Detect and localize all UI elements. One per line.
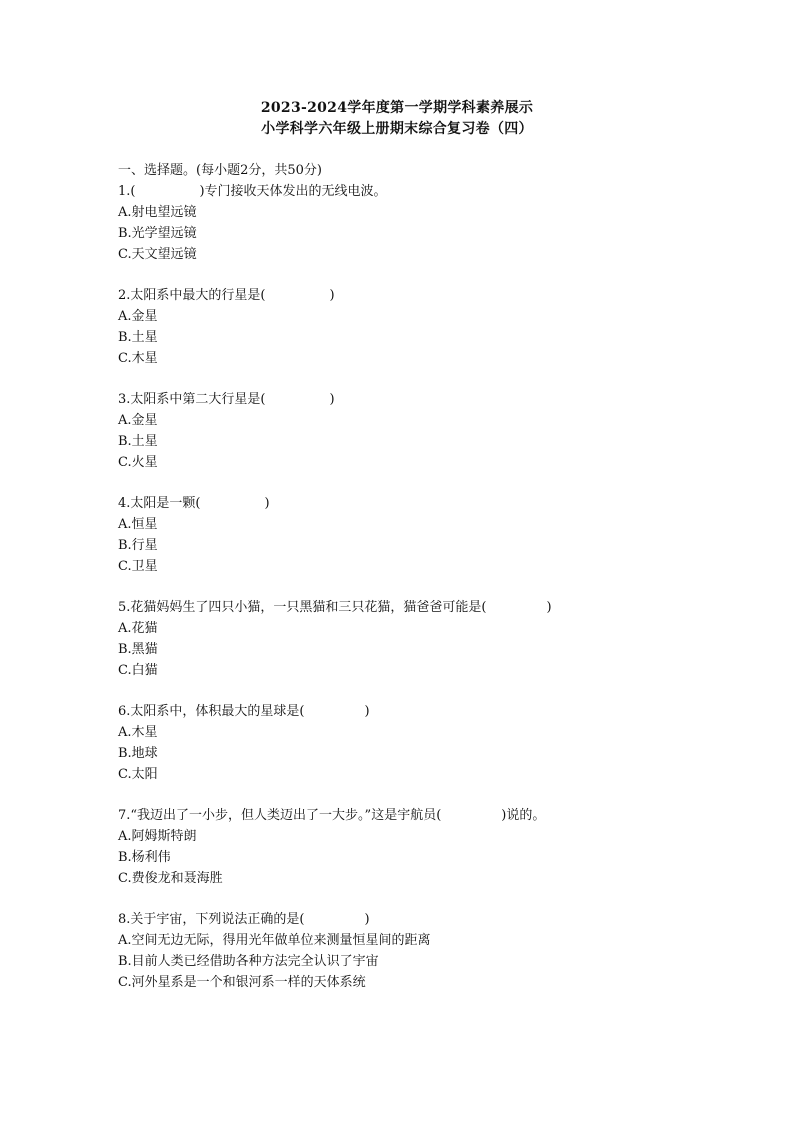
question-list	[118, 181, 718, 993]
question-stem	[118, 701, 718, 722]
exam-title-line2: 小学科学六年级上册期末综合复习卷（四）	[261, 121, 533, 137]
option-b[interactable]: B.土星	[118, 434, 158, 449]
question-2	[118, 285, 718, 369]
question-stem	[118, 285, 718, 306]
question-stem-after: )说的。	[501, 808, 546, 823]
question-stem-before: 6.太阳系中，体积最大的星球是(	[118, 704, 305, 719]
question-7	[118, 805, 718, 889]
option-b[interactable]: B.光学望远镜	[118, 226, 197, 241]
question-stem-after: )	[546, 600, 552, 615]
question-stem-after: )	[364, 704, 370, 719]
question-stem	[118, 597, 718, 618]
option-a[interactable]: A.射电望远镜	[118, 205, 197, 220]
question-stem-before: 2.太阳系中最大的行星是(	[118, 288, 266, 303]
question-6	[118, 701, 718, 785]
option-a[interactable]: A.木星	[118, 725, 158, 740]
question-stem-before: 3.太阳系中第二大行星是(	[118, 392, 266, 407]
option-b[interactable]: B.行星	[118, 538, 158, 553]
question-stem	[118, 181, 718, 202]
option-a[interactable]: A.空间无边无际，得用光年做单位来测量恒星间的距离	[118, 933, 431, 948]
question-stem-before: 8.关于宇宙，下列说法正确的是(	[118, 912, 305, 927]
question-stem-after: )	[329, 392, 335, 407]
question-stem	[118, 493, 718, 514]
question-3	[118, 389, 718, 473]
option-c[interactable]: C.天文望远镜	[118, 247, 197, 262]
option-c[interactable]: C.河外星系是一个和银河系一样的天体系统	[118, 975, 366, 990]
option-c[interactable]: C.卫星	[118, 559, 158, 574]
section-header: 一、选择题。(每小题2分，共50分)	[118, 163, 322, 178]
option-a[interactable]: A.金星	[118, 413, 158, 428]
option-b[interactable]: B.黑猫	[118, 642, 158, 657]
option-b[interactable]: B.杨利伟	[118, 850, 171, 865]
option-b[interactable]: B.地球	[118, 746, 158, 761]
question-stem-before: 5.花猫妈妈生了四只小猫，一只黑猫和三只花猫，猫爸爸可能是(	[118, 600, 487, 615]
option-a[interactable]: A.阿姆斯特朗	[118, 829, 197, 844]
exam-title-line1: 2023-2024学年度第一学期学科素养展示	[260, 100, 534, 116]
option-a[interactable]: A.花猫	[118, 621, 158, 636]
option-c[interactable]: C.费俊龙和聂海胜	[118, 871, 223, 886]
question-stem	[118, 389, 718, 410]
question-4	[118, 493, 718, 577]
option-b[interactable]: B.土星	[118, 330, 158, 345]
question-stem-after: )	[264, 496, 270, 511]
question-8	[118, 909, 718, 993]
question-5	[118, 597, 718, 681]
option-c[interactable]: C.木星	[118, 351, 158, 366]
option-a[interactable]: A.恒星	[118, 517, 158, 532]
option-a[interactable]: A.金星	[118, 309, 158, 324]
exam-content	[118, 160, 718, 1013]
option-c[interactable]: C.太阳	[118, 767, 158, 782]
option-b[interactable]: B.目前人类已经借助各种方法完全认识了宇宙	[118, 954, 379, 969]
question-1	[118, 181, 718, 265]
question-stem-before: 4.太阳是一颗(	[118, 496, 201, 511]
question-stem-after: )	[329, 288, 335, 303]
option-c[interactable]: C.白猫	[118, 663, 158, 678]
option-c[interactable]: C.火星	[118, 455, 158, 470]
question-stem-after: )	[364, 912, 370, 927]
question-stem	[118, 909, 718, 930]
question-stem	[118, 805, 718, 826]
question-stem-before: 7.“我迈出了一小步，但人类迈出了一大步。”这是宇航员(	[118, 808, 442, 823]
question-stem-after: )专门接收天体发出的无线电波。	[199, 184, 387, 199]
question-stem-before: 1.(	[118, 184, 136, 199]
